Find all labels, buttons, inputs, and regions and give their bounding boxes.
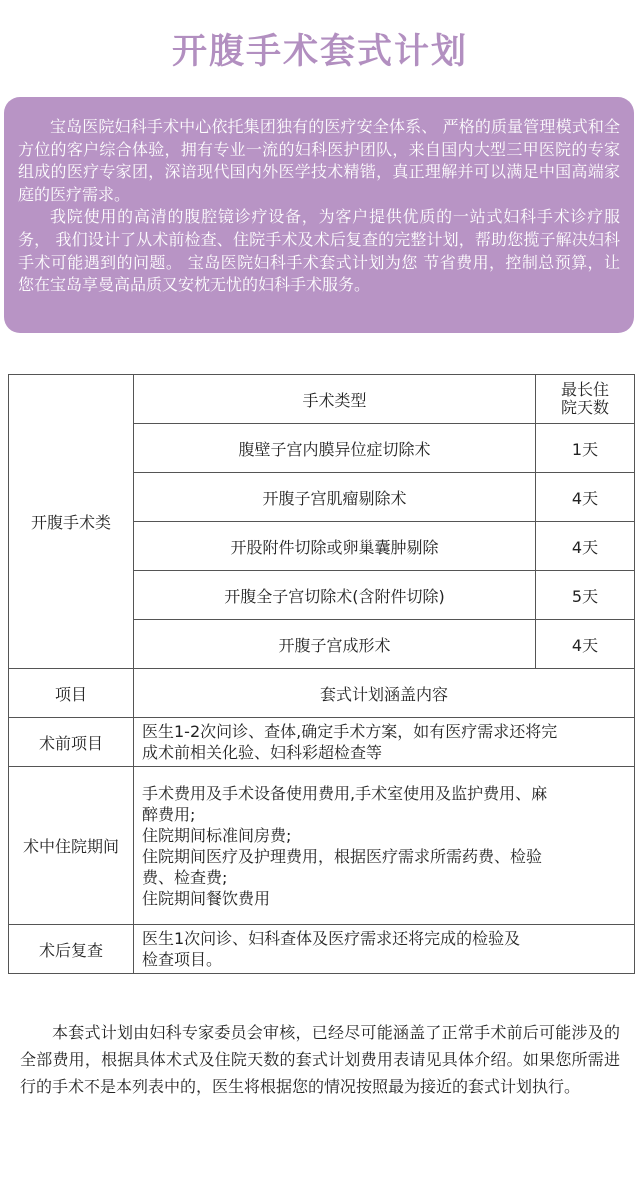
intro-panel xyxy=(4,97,634,333)
content-line: 费、检查费; xyxy=(142,867,228,887)
content-line: 住院期间餐饮费用 xyxy=(142,888,271,908)
content-line: 手术费用及手术设备使用费用,手术室使用及监护费用、麻 xyxy=(142,783,548,803)
item-label: 术后复查 xyxy=(9,925,134,974)
content-line: 成术前相关化验、妇科彩超检查等 xyxy=(142,743,383,762)
coverage-row-post xyxy=(9,925,635,974)
intro-paragraph: 我院使用的高清的腹腔镜诊疗设备，为客户提供优质的一站式妇科手术诊疗服务， 我们设计了从术前检查、住院手术及术后复查的完整计划，帮助您揽子解决妇科手术可能遇到的问题。 宝岛医院妇科手术套式计划为您 节省费用，控制总预算，让您在宝岛享曼高品质又安枕无忧的妇科手术服务。 xyxy=(18,207,620,295)
footer-note: 本套式计划由妇科专家委员会审核，已经尽可能涵盖了正常手术前后可能涉及的全部费用，根据具体术式及住院天数的套式计划费用表请见具体介绍。如果您所需进行的手术不是本列表中的，医生将根据您的情况按照最为接近的套式计划执行。 xyxy=(20,1023,620,1096)
surgery-days: 5天 xyxy=(536,571,635,620)
surgery-name: 开腹子宫成形术 xyxy=(134,620,536,669)
col-header-days-line: 院天数 xyxy=(560,398,609,417)
col-header-type: 手术类型 xyxy=(134,375,536,424)
col-header-days-line: 最长住 xyxy=(560,380,609,399)
coverage-header-row xyxy=(9,669,635,718)
surgery-days: 4天 xyxy=(536,473,635,522)
intro-paragraph: 宝岛医院妇科手术中心依托集团独有的医疗安全体系、 严格的质量管理模式和全方位的客户综合体验，拥有专业一流的妇科医护团队，来自国内大型三甲医院的专家组成的医疗专家团，深谙现代国内外医学技术精锴，真正理解并可以满足中国高端家庭的医疗需求。 xyxy=(18,117,620,204)
content-line: 醉费用; xyxy=(142,804,196,824)
surgery-days: 1天 xyxy=(536,424,635,473)
content-line: 住院期间标准间房费; xyxy=(142,825,292,845)
surgery-name: 开股附件切除或卵巢囊肿剔除 xyxy=(134,522,536,571)
col-header-item: 项目 xyxy=(9,669,134,718)
page-title: 开腹手术套式计划 xyxy=(171,32,468,72)
col-header-days xyxy=(536,375,635,424)
item-content xyxy=(134,718,635,767)
content-line: 检查项目。 xyxy=(142,950,223,969)
col-header-content: 套式计划涵盖内容 xyxy=(134,669,635,718)
content-line: 住院期间医疗及护理费用，根据医疗需求所需药费、检验 xyxy=(142,846,543,866)
coverage-row-pre xyxy=(9,718,635,767)
surgery-days: 4天 xyxy=(536,522,635,571)
surgery-name: 开腹子宫肌瘤剔除术 xyxy=(134,473,536,522)
coverage-row-stay xyxy=(9,767,635,925)
surgery-name: 腹壁子宫内膜异位症切除术 xyxy=(134,424,536,473)
surgery-days: 4天 xyxy=(536,620,635,669)
content-line: 医生1次问诊、妇科查体及医疗需求还将完成的检验及 xyxy=(142,929,521,948)
plan-table xyxy=(8,374,635,974)
item-label: 术中住院期间 xyxy=(9,767,134,925)
item-label: 术前项目 xyxy=(9,718,134,767)
content-line: 医生1-2次问诊、查体,确定手术方案，如有医疗需求还将完 xyxy=(142,722,558,741)
item-content xyxy=(134,767,635,925)
table-header-row xyxy=(9,375,635,424)
item-content xyxy=(134,925,635,974)
surgery-name: 开腹全子宫切除术(含附件切除) xyxy=(134,571,536,620)
category-cell: 开腹手术类 xyxy=(9,375,134,669)
